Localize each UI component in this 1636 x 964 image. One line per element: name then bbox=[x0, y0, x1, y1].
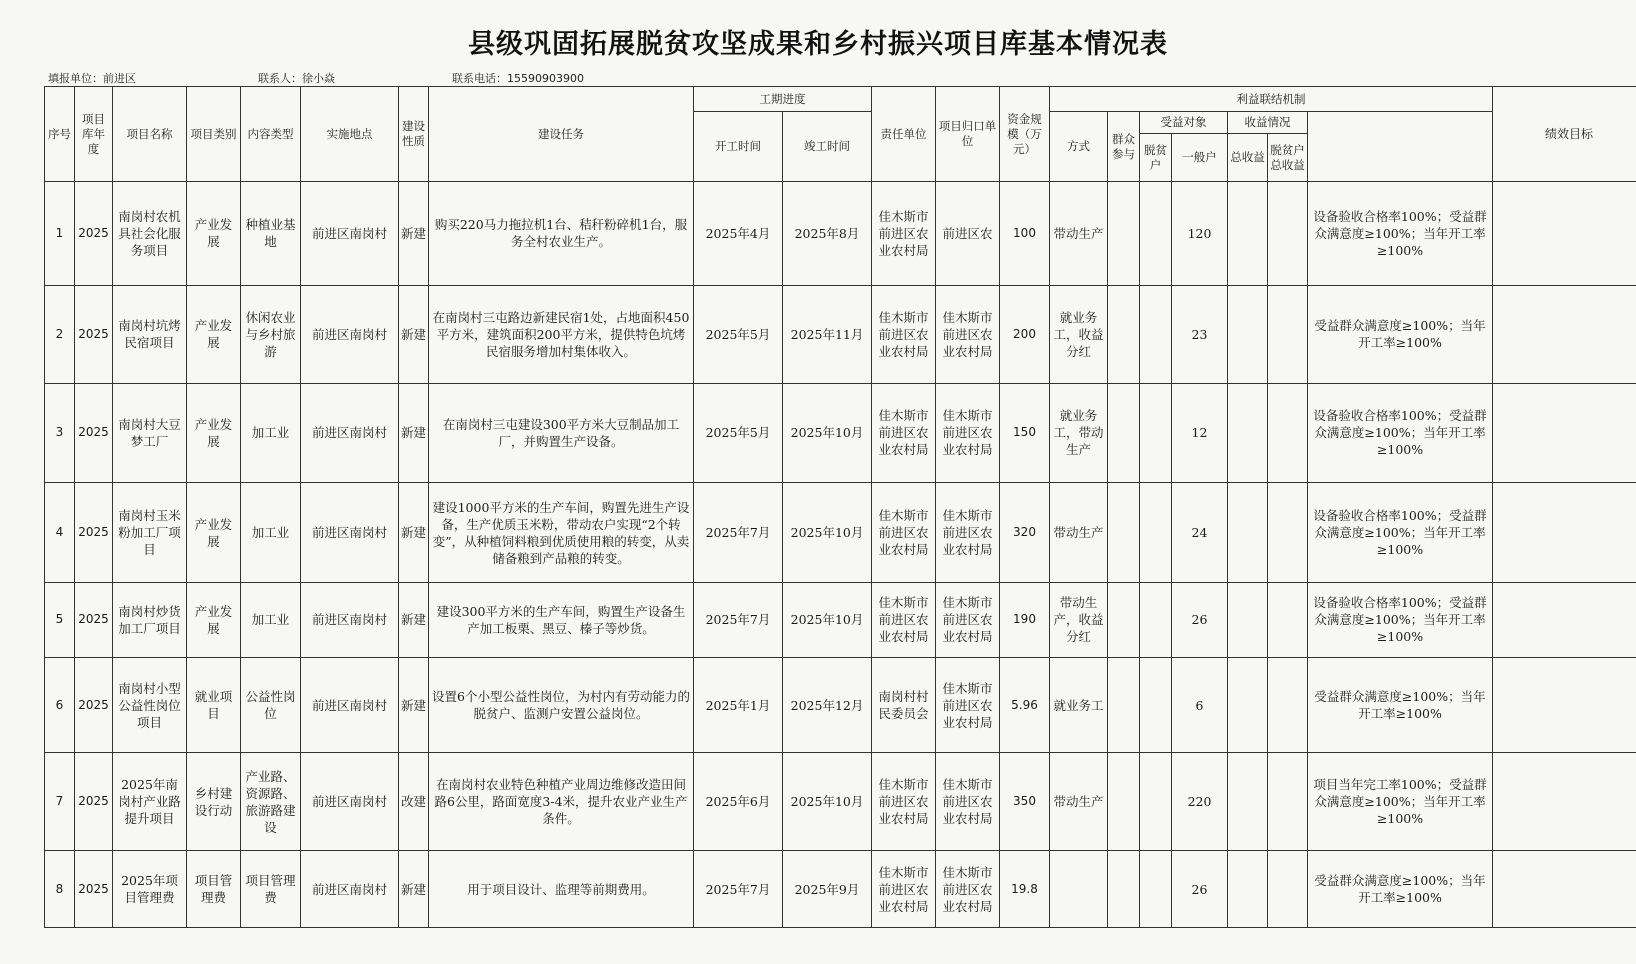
row-goal: 受益群众满意度≥100%；当年开工率≥100% bbox=[1308, 657, 1493, 753]
row-poor bbox=[1140, 657, 1172, 753]
row-total-income bbox=[1228, 657, 1268, 753]
header-task: 建设任务 bbox=[429, 87, 694, 182]
table-row bbox=[45, 753, 1636, 851]
header-end: 竣工时间 bbox=[783, 112, 872, 182]
row-total-income bbox=[1228, 583, 1268, 658]
row-poor-income bbox=[1268, 657, 1308, 753]
row-goal: 设备验收合格率100%；受益群众满意度≥100%；当年开工率≥100% bbox=[1308, 483, 1493, 583]
row-category: 产业发展 bbox=[187, 285, 241, 383]
row-name: 南岗村大豆梦工厂 bbox=[113, 383, 187, 483]
row-responsible: 佳木斯市前进区农业农村局 bbox=[872, 851, 936, 928]
row-start: 2025年6月 bbox=[694, 753, 783, 851]
row-year: 2025 bbox=[75, 182, 113, 286]
table-row bbox=[45, 182, 1636, 286]
row-owner: 佳木斯市前进区农业农村局 bbox=[936, 753, 1000, 851]
row-poor bbox=[1140, 285, 1172, 383]
row-task: 建设1000平方米的生产车间，购置先进生产设备，生产优质玉米粉，带动农户实现“2个转变”，从种植饲料粮到优质使用粮的转变，从卖储备粮到产品粮的转变。 bbox=[429, 483, 694, 583]
row-location: 前进区南岗村 bbox=[301, 851, 399, 928]
row-general: 6 bbox=[1172, 657, 1228, 753]
row-poor-income bbox=[1268, 383, 1308, 483]
table-row bbox=[45, 583, 1636, 658]
row-nature: 新建 bbox=[399, 285, 429, 383]
row-method: 带动生产，收益分红 bbox=[1050, 583, 1108, 658]
header-poor: 脱贫户 bbox=[1140, 134, 1172, 182]
row-category: 产业发展 bbox=[187, 483, 241, 583]
row-general: 26 bbox=[1172, 583, 1228, 658]
row-task: 建设300平方米的生产车间，购置生产设备生产加工板栗、黑豆、榛子等炒货。 bbox=[429, 583, 694, 658]
row-start: 2025年1月 bbox=[694, 657, 783, 753]
row-method: 带动生产 bbox=[1050, 182, 1108, 286]
row-content-type: 加工业 bbox=[241, 383, 301, 483]
row-name: 2025年项目管理费 bbox=[113, 851, 187, 928]
row-start: 2025年5月 bbox=[694, 383, 783, 483]
header-location: 实施地点 bbox=[301, 87, 399, 182]
row-category: 乡村建设行动 bbox=[187, 753, 241, 851]
row-nature: 新建 bbox=[399, 851, 429, 928]
row-end: 2025年11月 bbox=[783, 285, 872, 383]
row-year: 2025 bbox=[75, 583, 113, 658]
row-participation bbox=[1108, 657, 1140, 753]
row-seq: 5 bbox=[45, 583, 75, 658]
row-poor-income bbox=[1268, 583, 1308, 658]
row-location: 前进区南岗村 bbox=[301, 583, 399, 658]
row-fund: 190 bbox=[1000, 583, 1050, 658]
row-owner: 前进区农 bbox=[936, 182, 1000, 286]
header-category: 项目类别 bbox=[187, 87, 241, 182]
row-content-type: 种植业基地 bbox=[241, 182, 301, 286]
row-participation bbox=[1108, 285, 1140, 383]
row-responsible: 佳木斯市前进区农业农村局 bbox=[872, 383, 936, 483]
header-seq: 序号 bbox=[45, 87, 75, 182]
row-fund: 350 bbox=[1000, 753, 1050, 851]
row-end: 2025年10月 bbox=[783, 383, 872, 483]
row-remark bbox=[1493, 182, 1636, 286]
row-end: 2025年12月 bbox=[783, 657, 872, 753]
row-responsible: 南岗村村民委员会 bbox=[872, 657, 936, 753]
row-task: 设置6个小型公益性岗位，为村内有劳动能力的脱贫户、监测户安置公益岗位。 bbox=[429, 657, 694, 753]
row-content-type: 项目管理费 bbox=[241, 851, 301, 928]
header-total-income: 总收益 bbox=[1228, 134, 1268, 182]
row-name: 南岗村坑烤民宿项目 bbox=[113, 285, 187, 383]
row-poor-income bbox=[1268, 851, 1308, 928]
table-row bbox=[45, 657, 1636, 753]
row-name: 2025年南岗村产业路提升项目 bbox=[113, 753, 187, 851]
page-title: 县级巩固拓展脱贫攻坚成果和乡村振兴项目库基本情况表 bbox=[468, 29, 1168, 60]
row-fund: 200 bbox=[1000, 285, 1050, 383]
row-general: 23 bbox=[1172, 285, 1228, 383]
row-goal: 设备验收合格率100%；受益群众满意度≥100%；当年开工率≥100% bbox=[1308, 583, 1493, 658]
header-participation: 群众参与 bbox=[1108, 112, 1140, 182]
table-row bbox=[45, 483, 1636, 583]
row-start: 2025年7月 bbox=[694, 583, 783, 658]
row-year: 2025 bbox=[75, 753, 113, 851]
row-owner: 佳木斯市前进区农业农村局 bbox=[936, 657, 1000, 753]
row-name: 南岗村小型公益性岗位项目 bbox=[113, 657, 187, 753]
row-general: 220 bbox=[1172, 753, 1228, 851]
row-fund: 5.96 bbox=[1000, 657, 1050, 753]
row-poor bbox=[1140, 383, 1172, 483]
row-goal: 项目当年完工率100%；受益群众满意度≥100%；当年开工率≥100% bbox=[1308, 753, 1493, 851]
row-fund: 100 bbox=[1000, 182, 1050, 286]
row-year: 2025 bbox=[75, 851, 113, 928]
header-name: 项目名称 bbox=[113, 87, 187, 182]
row-responsible: 佳木斯市前进区农业农村局 bbox=[872, 753, 936, 851]
row-poor bbox=[1140, 851, 1172, 928]
table-row bbox=[45, 383, 1636, 483]
row-location: 前进区南岗村 bbox=[301, 285, 399, 383]
row-content-type: 休闲农业与乡村旅游 bbox=[241, 285, 301, 383]
row-responsible: 佳木斯市前进区农业农村局 bbox=[872, 483, 936, 583]
row-location: 前进区南岗村 bbox=[301, 483, 399, 583]
header-content-type: 内容类型 bbox=[241, 87, 301, 182]
row-seq: 1 bbox=[45, 182, 75, 286]
header-income: 收益情况 bbox=[1228, 112, 1308, 134]
row-owner: 佳木斯市前进区农业农村局 bbox=[936, 851, 1000, 928]
row-remark bbox=[1493, 657, 1636, 753]
row-start: 2025年7月 bbox=[694, 851, 783, 928]
row-total-income bbox=[1228, 285, 1268, 383]
header-fund: 资金规模（万元） bbox=[1000, 87, 1050, 182]
row-nature: 改建 bbox=[399, 753, 429, 851]
row-owner: 佳木斯市前进区农业农村局 bbox=[936, 583, 1000, 658]
row-category: 就业项目 bbox=[187, 657, 241, 753]
row-location: 前进区南岗村 bbox=[301, 753, 399, 851]
header-responsible: 责任单位 bbox=[872, 87, 936, 182]
row-goal: 设备验收合格率100%；受益群众满意度≥100%；当年开工率≥100% bbox=[1308, 383, 1493, 483]
header-schedule: 工期进度 bbox=[694, 87, 872, 112]
row-start: 2025年5月 bbox=[694, 285, 783, 383]
header-owner: 项目归口单位 bbox=[936, 87, 1000, 182]
row-content-type: 加工业 bbox=[241, 583, 301, 658]
row-nature: 新建 bbox=[399, 483, 429, 583]
phone-label: 联系电话：15590903900 bbox=[452, 72, 584, 85]
contact-label: 联系人：徐小焱 bbox=[258, 72, 335, 85]
row-method bbox=[1050, 851, 1108, 928]
row-seq: 8 bbox=[45, 851, 75, 928]
row-nature: 新建 bbox=[399, 182, 429, 286]
header-benefit: 利益联结机制 bbox=[1050, 87, 1493, 112]
row-owner: 佳木斯市前进区农业农村局 bbox=[936, 483, 1000, 583]
row-remark bbox=[1493, 285, 1636, 383]
row-responsible: 佳木斯市前进区农业农村局 bbox=[872, 182, 936, 286]
row-category: 项目管理费 bbox=[187, 851, 241, 928]
row-poor bbox=[1140, 182, 1172, 286]
header-nature: 建设性质 bbox=[399, 87, 429, 182]
row-nature: 新建 bbox=[399, 657, 429, 753]
header-method: 方式 bbox=[1050, 112, 1108, 182]
row-task: 购买220马力拖拉机1台、秸秆粉碎机1台，服务全村农业生产。 bbox=[429, 182, 694, 286]
row-seq: 4 bbox=[45, 483, 75, 583]
row-task: 在南岗村三屯路边新建民宿1处，占地面积450平方米，建筑面积200平方米，提供特色坑烤民宿服务增加村集体收入。 bbox=[429, 285, 694, 383]
row-end: 2025年9月 bbox=[783, 851, 872, 928]
table-row bbox=[45, 285, 1636, 383]
row-total-income bbox=[1228, 383, 1268, 483]
row-task: 在南岗村农业特色种植产业周边维修改造田间路6公里，路面宽度3-4米，提升农业产业生产条件。 bbox=[429, 753, 694, 851]
row-general: 120 bbox=[1172, 182, 1228, 286]
row-remark bbox=[1493, 583, 1636, 658]
row-start: 2025年7月 bbox=[694, 483, 783, 583]
row-fund: 150 bbox=[1000, 383, 1050, 483]
row-seq: 6 bbox=[45, 657, 75, 753]
fill-unit-label: 填报单位：前进区 bbox=[48, 72, 136, 85]
row-category: 产业发展 bbox=[187, 383, 241, 483]
row-content-type: 产业路、资源路、旅游路建设 bbox=[241, 753, 301, 851]
row-year: 2025 bbox=[75, 383, 113, 483]
row-poor bbox=[1140, 753, 1172, 851]
row-method: 带动生产 bbox=[1050, 483, 1108, 583]
row-method: 就业务工 bbox=[1050, 657, 1108, 753]
row-poor-income bbox=[1268, 753, 1308, 851]
row-fund: 19.8 bbox=[1000, 851, 1050, 928]
row-total-income bbox=[1228, 753, 1268, 851]
row-poor-income bbox=[1268, 483, 1308, 583]
row-poor bbox=[1140, 483, 1172, 583]
row-location: 前进区南岗村 bbox=[301, 657, 399, 753]
row-category: 产业发展 bbox=[187, 583, 241, 658]
row-task: 用于项目设计、监理等前期费用。 bbox=[429, 851, 694, 928]
row-remark bbox=[1493, 753, 1636, 851]
row-participation bbox=[1108, 383, 1140, 483]
header-general: 一般户 bbox=[1172, 134, 1228, 182]
header-beneficiary: 受益对象 bbox=[1140, 112, 1228, 134]
row-general: 24 bbox=[1172, 483, 1228, 583]
row-remark bbox=[1493, 383, 1636, 483]
row-goal: 受益群众满意度≥100%；当年开工率≥100% bbox=[1308, 285, 1493, 383]
header-year: 项目库年度 bbox=[75, 87, 113, 182]
row-year: 2025 bbox=[75, 657, 113, 753]
table-row bbox=[45, 851, 1636, 928]
header-start: 开工时间 bbox=[694, 112, 783, 182]
table-header bbox=[45, 87, 1636, 182]
row-seq: 3 bbox=[45, 383, 75, 483]
row-total-income bbox=[1228, 851, 1268, 928]
row-participation bbox=[1108, 851, 1140, 928]
row-name: 南岗村炒货加工厂项目 bbox=[113, 583, 187, 658]
row-end: 2025年10月 bbox=[783, 483, 872, 583]
row-total-income bbox=[1228, 182, 1268, 286]
row-start: 2025年4月 bbox=[694, 182, 783, 286]
row-goal: 设备验收合格率100%；受益群众满意度≥100%；当年开工率≥100% bbox=[1308, 182, 1493, 286]
row-remark bbox=[1493, 483, 1636, 583]
row-owner: 佳木斯市前进区农业农村局 bbox=[936, 285, 1000, 383]
row-total-income bbox=[1228, 483, 1268, 583]
row-end: 2025年10月 bbox=[783, 583, 872, 658]
row-participation bbox=[1108, 753, 1140, 851]
row-year: 2025 bbox=[75, 285, 113, 383]
row-task: 在南岗村三屯建设300平方米大豆制品加工厂，并购置生产设备。 bbox=[429, 383, 694, 483]
row-method: 带动生产 bbox=[1050, 753, 1108, 851]
row-participation bbox=[1108, 182, 1140, 286]
row-nature: 新建 bbox=[399, 383, 429, 483]
row-participation bbox=[1108, 583, 1140, 658]
row-responsible: 佳木斯市前进区农业农村局 bbox=[872, 583, 936, 658]
row-name: 南岗村农机具社会化服务项目 bbox=[113, 182, 187, 286]
row-end: 2025年10月 bbox=[783, 753, 872, 851]
row-remark bbox=[1493, 851, 1636, 928]
row-general: 12 bbox=[1172, 383, 1228, 483]
row-content-type: 公益性岗位 bbox=[241, 657, 301, 753]
header-poor-income: 脱贫户总收益 bbox=[1268, 134, 1308, 182]
row-content-type: 加工业 bbox=[241, 483, 301, 583]
row-goal: 受益群众满意度≥100%；当年开工率≥100% bbox=[1308, 851, 1493, 928]
row-participation bbox=[1108, 483, 1140, 583]
row-seq: 2 bbox=[45, 285, 75, 383]
row-poor bbox=[1140, 583, 1172, 658]
header-goal: 绩效目标 bbox=[1493, 87, 1636, 182]
row-poor-income bbox=[1268, 285, 1308, 383]
row-seq: 7 bbox=[45, 753, 75, 851]
row-location: 前进区南岗村 bbox=[301, 383, 399, 483]
row-fund: 320 bbox=[1000, 483, 1050, 583]
row-end: 2025年8月 bbox=[783, 182, 872, 286]
row-name: 南岗村玉米粉加工厂项目 bbox=[113, 483, 187, 583]
table-body bbox=[45, 182, 1636, 928]
row-location: 前进区南岗村 bbox=[301, 182, 399, 286]
row-year: 2025 bbox=[75, 483, 113, 583]
row-nature: 新建 bbox=[399, 583, 429, 658]
row-owner: 佳木斯市前进区农业农村局 bbox=[936, 383, 1000, 483]
row-method: 就业务工，收益分红 bbox=[1050, 285, 1108, 383]
row-category: 产业发展 bbox=[187, 182, 241, 286]
row-responsible: 佳木斯市前进区农业农村局 bbox=[872, 285, 936, 383]
row-general: 26 bbox=[1172, 851, 1228, 928]
row-method: 就业务工，带动生产 bbox=[1050, 383, 1108, 483]
project-table bbox=[44, 86, 1636, 928]
row-poor-income bbox=[1268, 182, 1308, 286]
